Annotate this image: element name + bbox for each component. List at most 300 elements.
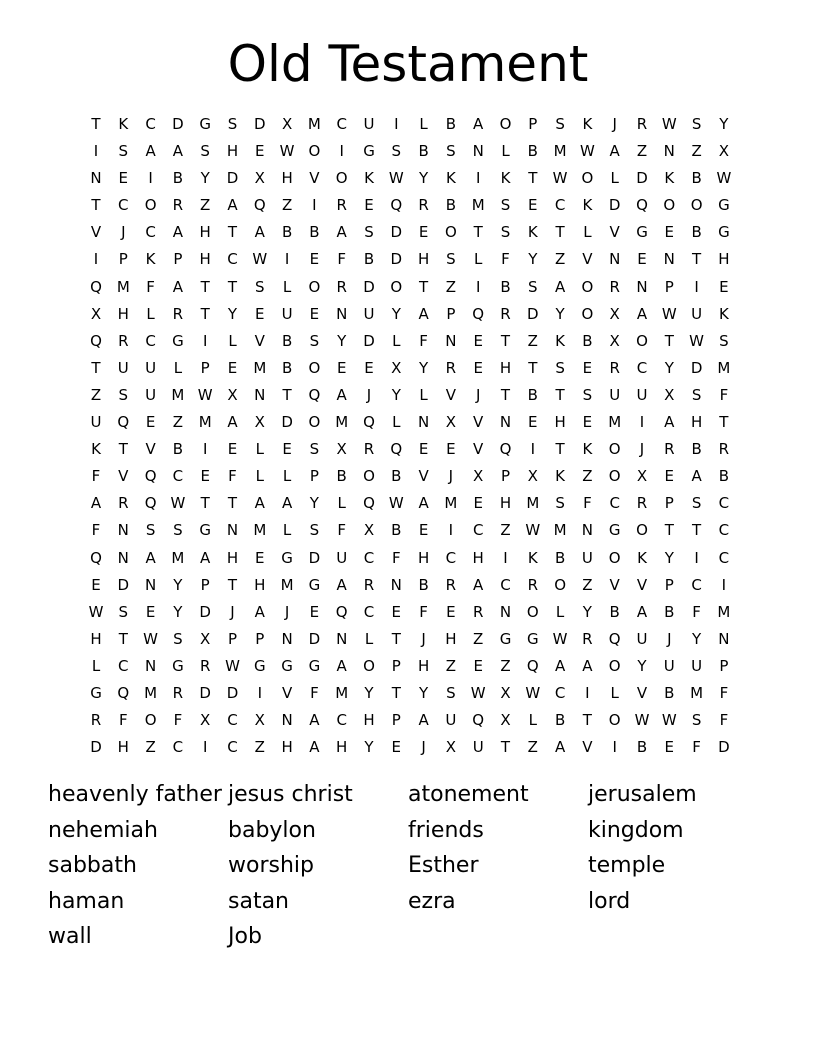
grid-cell[interactable]: E	[446, 602, 456, 621]
grid-cell[interactable]: M	[717, 358, 731, 377]
grid-cell[interactable]: W	[661, 711, 677, 730]
grid-cell[interactable]: S	[391, 142, 402, 161]
grid-cell[interactable]: U	[445, 711, 457, 730]
grid-cell[interactable]: H	[281, 738, 293, 757]
grid-cell[interactable]: H	[472, 548, 484, 567]
grid-cell[interactable]: L	[146, 304, 155, 323]
grid-cell[interactable]: Z	[200, 196, 211, 215]
grid-cell[interactable]: P	[309, 467, 319, 486]
grid-cell[interactable]: Q	[117, 683, 130, 702]
grid-cell[interactable]: P	[664, 575, 674, 594]
grid-cell[interactable]: B	[363, 250, 375, 269]
grid-cell[interactable]: H	[199, 250, 211, 269]
grid-cell[interactable]: E	[446, 440, 456, 459]
grid-cell[interactable]: W	[579, 142, 595, 161]
grid-cell[interactable]: P	[391, 711, 401, 730]
grid-cell[interactable]: L	[583, 223, 592, 242]
grid-cell[interactable]: W	[552, 169, 568, 188]
grid-cell[interactable]: D	[527, 304, 539, 323]
grid-cell[interactable]: Z	[445, 656, 457, 675]
grid-cell[interactable]: U	[363, 304, 375, 323]
grid-cell[interactable]: F	[501, 250, 510, 269]
grid-cell[interactable]: R	[609, 277, 620, 296]
grid-cell[interactable]: Y	[309, 494, 319, 513]
grid-cell[interactable]: K	[500, 169, 511, 188]
grid-cell[interactable]: I	[530, 440, 536, 459]
grid-cell[interactable]: L	[392, 331, 401, 350]
grid-cell[interactable]: B	[418, 575, 429, 594]
grid-cell[interactable]: T	[200, 304, 210, 323]
grid-cell[interactable]: D	[390, 250, 403, 269]
grid-cell[interactable]: N	[117, 521, 129, 540]
grid-cell[interactable]: K	[527, 548, 538, 567]
grid-cell[interactable]: O	[335, 169, 348, 188]
grid-cell[interactable]: P	[391, 656, 401, 675]
grid-cell[interactable]: C	[363, 602, 375, 621]
grid-cell[interactable]: M	[526, 494, 540, 513]
grid-cell[interactable]: T	[282, 385, 292, 404]
grid-cell[interactable]: G	[199, 521, 211, 540]
grid-cell[interactable]: U	[691, 304, 703, 323]
grid-cell[interactable]: D	[117, 575, 130, 594]
grid-cell[interactable]: X	[254, 169, 265, 188]
grid-cell[interactable]: E	[582, 358, 593, 377]
grid-cell[interactable]: N	[499, 602, 512, 621]
grid-cell[interactable]: W	[279, 142, 295, 161]
grid-cell[interactable]: J	[448, 467, 454, 486]
grid-cell[interactable]: Z	[691, 142, 702, 161]
grid-cell[interactable]: W	[143, 629, 159, 648]
grid-cell[interactable]: C	[145, 115, 156, 133]
grid-cell[interactable]: E	[200, 467, 210, 486]
grid-cell[interactable]: R	[418, 196, 429, 215]
grid-cell[interactable]: B	[554, 548, 566, 567]
grid-cell[interactable]: N	[609, 250, 621, 269]
grid-cell[interactable]: E	[227, 440, 238, 459]
grid-cell[interactable]: I	[312, 196, 317, 215]
grid-cell[interactable]: D	[226, 169, 239, 188]
grid-cell[interactable]: B	[445, 196, 457, 215]
grid-cell[interactable]: S	[582, 385, 593, 404]
grid-cell[interactable]: A	[636, 304, 648, 323]
grid-cell[interactable]: P	[255, 629, 265, 648]
grid-cell[interactable]: Q	[363, 494, 375, 513]
grid-cell[interactable]: H	[281, 169, 293, 188]
grid-cell[interactable]: C	[609, 494, 620, 513]
grid-cell[interactable]: V	[90, 223, 102, 242]
grid-cell[interactable]: T	[555, 385, 565, 404]
grid-cell[interactable]: I	[585, 683, 590, 702]
grid-cell[interactable]: S	[500, 196, 511, 215]
grid-cell[interactable]: H	[690, 413, 703, 432]
grid-cell[interactable]: M	[171, 385, 185, 404]
grid-cell[interactable]: B	[664, 602, 675, 621]
grid-cell[interactable]: R	[582, 629, 593, 648]
grid-cell[interactable]: I	[93, 142, 99, 161]
grid-cell[interactable]: A	[254, 494, 265, 513]
grid-cell[interactable]: L	[501, 142, 510, 161]
grid-cell[interactable]: B	[582, 331, 593, 350]
grid-cell[interactable]: S	[691, 494, 702, 513]
grid-cell[interactable]: T	[692, 250, 702, 269]
grid-cell[interactable]: A	[418, 494, 429, 513]
grid-cell[interactable]: O	[499, 115, 512, 133]
grid-cell[interactable]: F	[419, 331, 428, 350]
grid-cell[interactable]: O	[636, 331, 648, 350]
grid-cell[interactable]: A	[636, 602, 648, 621]
grid-cell[interactable]: K	[364, 169, 374, 188]
grid-cell[interactable]: A	[172, 223, 184, 242]
grid-cell[interactable]: L	[610, 169, 619, 188]
grid-cell[interactable]: O	[581, 304, 594, 323]
grid-cell[interactable]: T	[500, 331, 511, 350]
grid-cell[interactable]: O	[308, 277, 321, 296]
grid-cell[interactable]: O	[663, 196, 676, 215]
grid-cell[interactable]: I	[93, 250, 99, 269]
grid-cell[interactable]: Q	[253, 196, 266, 215]
grid-cell[interactable]: O	[636, 521, 648, 540]
grid-cell[interactable]: A	[254, 223, 265, 242]
grid-cell[interactable]: B	[554, 711, 566, 730]
grid-cell[interactable]: E	[473, 358, 483, 377]
grid-cell[interactable]: E	[473, 331, 483, 350]
grid-cell[interactable]: S	[173, 629, 183, 648]
grid-cell[interactable]: M	[471, 196, 485, 215]
grid-cell[interactable]: M	[608, 413, 622, 432]
grid-cell[interactable]: T	[719, 413, 729, 432]
grid-cell[interactable]: S	[555, 115, 565, 133]
grid-cell[interactable]: P	[664, 277, 674, 296]
grid-cell[interactable]: C	[500, 575, 511, 594]
grid-cell[interactable]: U	[663, 656, 675, 675]
grid-cell[interactable]: O	[608, 656, 621, 675]
grid-cell[interactable]: J	[639, 440, 645, 459]
grid-cell[interactable]: Q	[144, 467, 157, 486]
grid-cell[interactable]: M	[690, 683, 704, 702]
grid-cell[interactable]: F	[692, 602, 701, 621]
grid-cell[interactable]: O	[144, 711, 157, 730]
grid-cell[interactable]: L	[173, 358, 183, 377]
grid-cell[interactable]: D	[254, 115, 266, 133]
grid-cell[interactable]: Q	[526, 656, 539, 675]
grid-cell[interactable]: X	[445, 413, 457, 432]
grid-cell[interactable]: G	[718, 196, 730, 215]
grid-cell[interactable]: R	[172, 304, 184, 323]
grid-cell[interactable]: E	[255, 304, 265, 323]
grid-cell[interactable]: E	[528, 196, 538, 215]
grid-cell[interactable]: S	[528, 277, 538, 296]
grid-cell[interactable]: E	[309, 250, 320, 269]
grid-cell[interactable]: E	[255, 142, 265, 161]
grid-cell[interactable]: R	[472, 602, 484, 621]
grid-cell[interactable]: S	[309, 521, 320, 540]
grid-cell[interactable]: X	[500, 711, 511, 730]
grid-cell[interactable]: R	[336, 277, 347, 296]
grid-cell[interactable]: E	[418, 521, 429, 540]
grid-cell[interactable]: G	[608, 521, 621, 540]
grid-cell[interactable]: D	[281, 413, 293, 432]
grid-cell[interactable]: Y	[419, 169, 429, 188]
grid-cell[interactable]: B	[336, 467, 347, 486]
grid-cell[interactable]: A	[172, 142, 184, 161]
grid-cell[interactable]: K	[582, 196, 593, 215]
grid-cell[interactable]: X	[473, 467, 484, 486]
grid-cell[interactable]: H	[499, 358, 512, 377]
grid-cell[interactable]: A	[609, 142, 620, 161]
grid-cell[interactable]: O	[526, 602, 539, 621]
grid-cell[interactable]: S	[118, 602, 129, 621]
grid-cell[interactable]: R	[664, 440, 675, 459]
grid-cell[interactable]: X	[609, 331, 620, 350]
grid-cell[interactable]: K	[555, 467, 566, 486]
grid-cell[interactable]: L	[555, 602, 565, 621]
grid-cell[interactable]: T	[555, 223, 565, 242]
grid-cell[interactable]: P	[118, 250, 128, 269]
grid-cell[interactable]: X	[636, 467, 648, 486]
grid-cell[interactable]: B	[418, 142, 429, 161]
grid-cell[interactable]: M	[116, 277, 130, 296]
grid-cell[interactable]: X	[391, 358, 402, 377]
grid-cell[interactable]: U	[117, 358, 129, 377]
grid-cell[interactable]: F	[583, 494, 592, 513]
grid-cell[interactable]: A	[336, 223, 347, 242]
grid-cell[interactable]: D	[172, 115, 184, 133]
grid-cell[interactable]: S	[446, 142, 456, 161]
grid-cell[interactable]: A	[418, 711, 429, 730]
grid-cell[interactable]: O	[144, 196, 157, 215]
grid-cell[interactable]: L	[255, 440, 264, 459]
grid-cell[interactable]: J	[475, 385, 481, 404]
grid-cell[interactable]: C	[227, 250, 238, 269]
grid-cell[interactable]: E	[418, 223, 429, 242]
grid-cell[interactable]: E	[418, 440, 429, 459]
grid-cell[interactable]: R	[445, 575, 457, 594]
grid-cell[interactable]: K	[527, 223, 538, 242]
grid-cell[interactable]: A	[90, 494, 102, 513]
grid-cell[interactable]: P	[528, 115, 538, 133]
grid-cell[interactable]: A	[227, 196, 238, 215]
grid-cell[interactable]: T	[555, 440, 565, 459]
grid-cell[interactable]: A	[309, 711, 320, 730]
grid-cell[interactable]: C	[145, 331, 156, 350]
grid-cell[interactable]: C	[554, 683, 566, 702]
grid-cell[interactable]: K	[555, 331, 566, 350]
grid-cell[interactable]: C	[718, 521, 730, 540]
grid-cell[interactable]: A	[172, 277, 184, 296]
grid-cell[interactable]: N	[144, 575, 157, 594]
grid-cell[interactable]: S	[500, 223, 511, 242]
grid-cell[interactable]: W	[525, 521, 541, 540]
grid-cell[interactable]: P	[446, 304, 456, 323]
grid-cell[interactable]: A	[336, 385, 347, 404]
grid-cell[interactable]: R	[609, 358, 620, 377]
grid-cell[interactable]: I	[694, 277, 699, 296]
grid-cell[interactable]: E	[336, 358, 347, 377]
grid-cell[interactable]: N	[281, 629, 293, 648]
grid-cell[interactable]: F	[337, 250, 346, 269]
grid-cell[interactable]: G	[718, 223, 730, 242]
grid-cell[interactable]: G	[281, 548, 293, 567]
grid-cell[interactable]: T	[664, 521, 674, 540]
grid-cell[interactable]: T	[500, 738, 511, 757]
grid-cell[interactable]: D	[718, 738, 730, 757]
grid-cell[interactable]: O	[390, 277, 403, 296]
grid-cell[interactable]: M	[171, 548, 185, 567]
grid-cell[interactable]: Y	[419, 358, 429, 377]
grid-cell[interactable]: K	[582, 440, 593, 459]
grid-cell[interactable]: A	[200, 548, 211, 567]
grid-cell[interactable]: Z	[281, 196, 293, 215]
grid-cell[interactable]: N	[445, 331, 457, 350]
grid-cell[interactable]: N	[581, 521, 593, 540]
grid-cell[interactable]: Y	[637, 656, 647, 675]
grid-cell[interactable]: Z	[527, 738, 538, 757]
grid-cell[interactable]: G	[499, 629, 512, 648]
grid-cell[interactable]: V	[309, 169, 320, 188]
grid-cell[interactable]: T	[528, 358, 538, 377]
grid-cell[interactable]: W	[689, 331, 705, 350]
grid-cell[interactable]: B	[391, 521, 402, 540]
grid-cell[interactable]: V	[118, 467, 129, 486]
grid-cell[interactable]: O	[363, 467, 375, 486]
grid-cell[interactable]: D	[308, 629, 321, 648]
grid-cell[interactable]: E	[664, 467, 675, 486]
grid-cell[interactable]: C	[118, 656, 129, 675]
grid-cell[interactable]: E	[282, 440, 292, 459]
grid-cell[interactable]: E	[118, 169, 129, 188]
grid-cell[interactable]: H	[718, 250, 730, 269]
grid-cell[interactable]: T	[91, 196, 101, 215]
grid-cell[interactable]: F	[337, 521, 346, 540]
grid-cell[interactable]: E	[364, 196, 374, 215]
grid-cell[interactable]: R	[636, 494, 648, 513]
grid-cell[interactable]: E	[637, 250, 647, 269]
grid-cell[interactable]: X	[500, 683, 511, 702]
grid-cell[interactable]: T	[91, 115, 101, 133]
grid-cell[interactable]: E	[227, 358, 238, 377]
grid-cell[interactable]: I	[202, 738, 208, 757]
grid-cell[interactable]: K	[664, 169, 675, 188]
grid-cell[interactable]: T	[227, 277, 238, 296]
grid-cell[interactable]: I	[612, 738, 617, 757]
grid-cell[interactable]: L	[419, 385, 428, 404]
grid-cell[interactable]: U	[609, 385, 621, 404]
grid-cell[interactable]: D	[199, 602, 211, 621]
grid-cell[interactable]: A	[554, 656, 566, 675]
grid-cell[interactable]: O	[608, 548, 621, 567]
grid-cell[interactable]: I	[339, 142, 344, 161]
grid-cell[interactable]: S	[309, 440, 320, 459]
grid-cell[interactable]: V	[445, 385, 457, 404]
grid-cell[interactable]: F	[91, 467, 101, 486]
grid-cell[interactable]: P	[200, 575, 210, 594]
grid-cell[interactable]: F	[173, 711, 183, 730]
grid-cell[interactable]: B	[527, 385, 538, 404]
grid-cell[interactable]: E	[391, 738, 402, 757]
grid-cell[interactable]: W	[252, 250, 268, 269]
grid-cell[interactable]: J	[121, 223, 126, 242]
grid-cell[interactable]: S	[555, 358, 565, 377]
grid-cell[interactable]: E	[391, 602, 402, 621]
grid-cell[interactable]: D	[390, 223, 403, 242]
grid-cell[interactable]: M	[198, 413, 212, 432]
grid-cell[interactable]: K	[118, 115, 129, 133]
grid-cell[interactable]: E	[91, 575, 101, 594]
grid-cell[interactable]: H	[254, 575, 266, 594]
grid-cell[interactable]: V	[636, 683, 648, 702]
grid-cell[interactable]: S	[255, 277, 265, 296]
grid-cell[interactable]: X	[718, 142, 730, 161]
grid-cell[interactable]: Q	[90, 331, 102, 350]
grid-cell[interactable]: P	[664, 494, 674, 513]
grid-cell[interactable]: U	[90, 413, 102, 432]
grid-cell[interactable]: A	[227, 413, 238, 432]
grid-cell[interactable]: O	[363, 656, 375, 675]
grid-cell[interactable]: E	[364, 358, 374, 377]
grid-cell[interactable]: R	[527, 575, 539, 594]
grid-cell[interactable]: L	[528, 711, 537, 730]
grid-cell[interactable]: A	[664, 413, 675, 432]
grid-cell[interactable]: D	[608, 196, 621, 215]
grid-cell[interactable]: N	[718, 629, 730, 648]
grid-cell[interactable]: W	[661, 115, 677, 133]
grid-cell[interactable]: A	[336, 656, 347, 675]
grid-cell[interactable]: B	[281, 331, 293, 350]
grid-cell[interactable]: B	[527, 142, 538, 161]
grid-cell[interactable]: L	[282, 277, 292, 296]
grid-cell[interactable]: U	[145, 358, 157, 377]
grid-cell[interactable]: Y	[364, 738, 374, 757]
grid-cell[interactable]: E	[309, 304, 320, 323]
grid-cell[interactable]: E	[309, 602, 320, 621]
grid-cell[interactable]: F	[719, 385, 729, 404]
grid-cell[interactable]: D	[690, 358, 703, 377]
grid-cell[interactable]: E	[473, 656, 483, 675]
grid-cell[interactable]: N	[499, 413, 512, 432]
grid-cell[interactable]: H	[226, 142, 239, 161]
grid-cell[interactable]: J	[366, 385, 372, 404]
grid-cell[interactable]: E	[664, 738, 675, 757]
grid-cell[interactable]: L	[364, 629, 374, 648]
grid-cell[interactable]: J	[421, 738, 426, 757]
grid-cell[interactable]: C	[227, 738, 238, 757]
grid-cell[interactable]: A	[145, 548, 156, 567]
grid-cell[interactable]: K	[637, 548, 647, 567]
grid-cell[interactable]: S	[691, 711, 702, 730]
grid-cell[interactable]: N	[636, 277, 648, 296]
grid-cell[interactable]: B	[691, 169, 702, 188]
grid-cell[interactable]: R	[363, 575, 375, 594]
grid-cell[interactable]: C	[445, 548, 457, 567]
grid-cell[interactable]: N	[90, 169, 102, 188]
grid-cell[interactable]: E	[664, 223, 675, 242]
grid-cell[interactable]: X	[200, 711, 211, 730]
grid-cell[interactable]: S	[309, 331, 320, 350]
grid-cell[interactable]: T	[227, 223, 238, 242]
grid-cell[interactable]: G	[363, 142, 375, 161]
grid-cell[interactable]: A	[473, 575, 484, 594]
grid-cell[interactable]: B	[500, 277, 511, 296]
grid-cell[interactable]: Q	[636, 196, 648, 215]
grid-cell[interactable]: C	[172, 467, 184, 486]
grid-cell[interactable]: Q	[308, 385, 321, 404]
grid-cell[interactable]: H	[417, 548, 430, 567]
grid-cell[interactable]: V	[281, 683, 293, 702]
grid-cell[interactable]: Z	[554, 250, 566, 269]
grid-cell[interactable]: G	[90, 683, 102, 702]
grid-cell[interactable]: X	[200, 629, 211, 648]
grid-cell[interactable]: X	[90, 304, 102, 323]
